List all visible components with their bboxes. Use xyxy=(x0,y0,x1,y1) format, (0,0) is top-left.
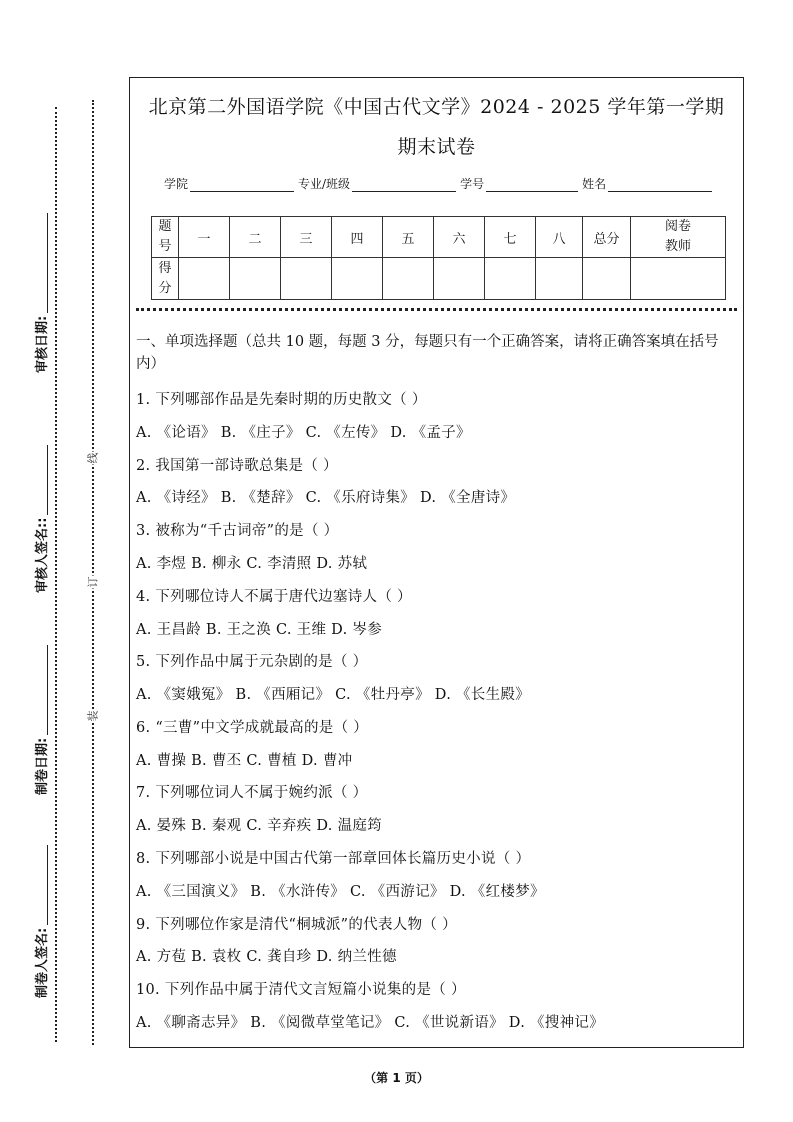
score-row-label: 得 分 xyxy=(152,258,179,300)
header-col-6: 六 xyxy=(434,217,485,258)
header-col-5: 五 xyxy=(383,217,434,258)
question-10-options: A. 《聊斋志异》 B. 《阅微草堂笔记》 C. 《世说新语》 D. 《搜神记》 xyxy=(136,1015,605,1031)
inner-dotted-line xyxy=(92,100,94,1045)
score-table xyxy=(151,216,726,300)
major-class-label: 专业/班级 xyxy=(298,177,351,191)
student-id-label: 学号 xyxy=(460,177,485,191)
score-total-cell[interactable] xyxy=(583,258,631,300)
score-cell[interactable] xyxy=(230,258,281,300)
name-field[interactable] xyxy=(608,178,712,192)
header-col-1: 一 xyxy=(179,217,230,258)
question-10: 10. 下列作品中属于清代文言短篇小说集的是（ ） xyxy=(136,982,466,998)
score-cell[interactable] xyxy=(536,258,583,300)
score-cell[interactable] xyxy=(281,258,332,300)
college-field[interactable] xyxy=(190,178,294,192)
question-1: 1. 下列哪部作品是先秦时期的历史散文（ ） xyxy=(136,392,427,408)
score-cell[interactable] xyxy=(434,258,485,300)
college-label: 学院 xyxy=(164,177,189,191)
student-info-row xyxy=(164,175,716,192)
name-label: 姓名 xyxy=(582,177,607,191)
exam-subtitle: 期末试卷 xyxy=(397,136,476,158)
dotted-separator xyxy=(136,308,737,311)
question-3-options: A. 李煜 B. 柳永 C. 李清照 D. 苏轼 xyxy=(136,556,368,572)
question-4: 4. 下列哪位诗人不属于唐代边塞诗人（ ） xyxy=(136,589,412,605)
header-grader: 阅卷 教师 xyxy=(631,217,726,258)
question-8-options: A. 《三国演义》 B. 《水浒传》 C. 《西游记》 D. 《红楼梦》 xyxy=(136,884,545,900)
question-7: 7. 下列哪位词人不属于婉约派（ ） xyxy=(136,785,368,801)
header-col-4: 四 xyxy=(332,217,383,258)
score-cell[interactable] xyxy=(383,258,434,300)
question-6-options: A. 曹操 B. 曹丕 C. 曹植 D. 曹冲 xyxy=(136,753,353,769)
review-date-label: 审核日期: xyxy=(30,213,50,373)
header-col-3: 三 xyxy=(281,217,332,258)
binding-char-xian: 线 xyxy=(86,452,100,464)
make-date-label: 制卷日期: xyxy=(30,635,50,795)
binding-char-zhuang: 装 xyxy=(86,710,100,722)
header-total: 总分 xyxy=(583,217,631,258)
question-1-options: A. 《论语》 B. 《庄子》 C. 《左传》 D. 《孟子》 xyxy=(136,425,471,441)
question-5-options: A. 《窦娥冤》 B. 《西厢记》 C. 《牡丹亭》 D. 《长生殿》 xyxy=(136,687,531,703)
score-cell[interactable] xyxy=(332,258,383,300)
outer-dotted-line xyxy=(55,107,57,1042)
exam-frame xyxy=(129,77,744,1048)
question-7-options: A. 晏殊 B. 秦观 C. 辛弃疾 D. 温庭筠 xyxy=(136,818,383,834)
header-col-8: 八 xyxy=(536,217,583,258)
binding-char-ding: 订 xyxy=(86,576,100,588)
question-9: 9. 下列哪位作家是清代“桐城派”的代表人物（ ） xyxy=(136,917,457,933)
exam-title: 北京第二外国语学院《中国古代文学》2024 - 2025 学年第一学期 xyxy=(148,96,725,118)
question-8: 8. 下列哪部小说是中国古代第一部章回体长篇历史小说（ ） xyxy=(136,851,531,867)
question-2: 2. 我国第一部诗歌总集是（ ） xyxy=(136,458,338,474)
question-4-options: A. 王昌龄 B. 王之涣 C. 王维 D. 岑参 xyxy=(136,622,383,638)
header-question-cell: 题 号 xyxy=(152,217,179,258)
header-col-2: 二 xyxy=(230,217,281,258)
page-number: （第 1 页） xyxy=(364,1071,429,1085)
score-cell[interactable] xyxy=(179,258,230,300)
question-2-options: A. 《诗经》 B. 《楚辞》 C. 《乐府诗集》 D. 《全唐诗》 xyxy=(136,490,516,506)
question-3: 3. 被称为“千古词帝”的是（ ） xyxy=(136,523,339,539)
maker-sign-label: 制卷人签名: xyxy=(30,838,50,998)
section-1-heading: 一、单项选择题（总共 10 题，每题 3 分，每题只有一个正确答案，请将正确答案填在括号内） xyxy=(136,334,719,372)
question-6: 6. “三曹”中文学成就最高的是（ ） xyxy=(136,720,369,736)
score-cell[interactable] xyxy=(485,258,536,300)
major-class-field[interactable] xyxy=(352,178,456,192)
grader-cell[interactable] xyxy=(631,258,726,300)
question-5: 5. 下列作品中属于元杂剧的是（ ） xyxy=(136,654,368,670)
student-id-field[interactable] xyxy=(486,178,578,192)
question-9-options: A. 方苞 B. 袁枚 C. 龚自珍 D. 纳兰性德 xyxy=(136,949,397,965)
header-col-7: 七 xyxy=(485,217,536,258)
reviewer-sign-label: 审核人签名:: xyxy=(30,433,50,593)
